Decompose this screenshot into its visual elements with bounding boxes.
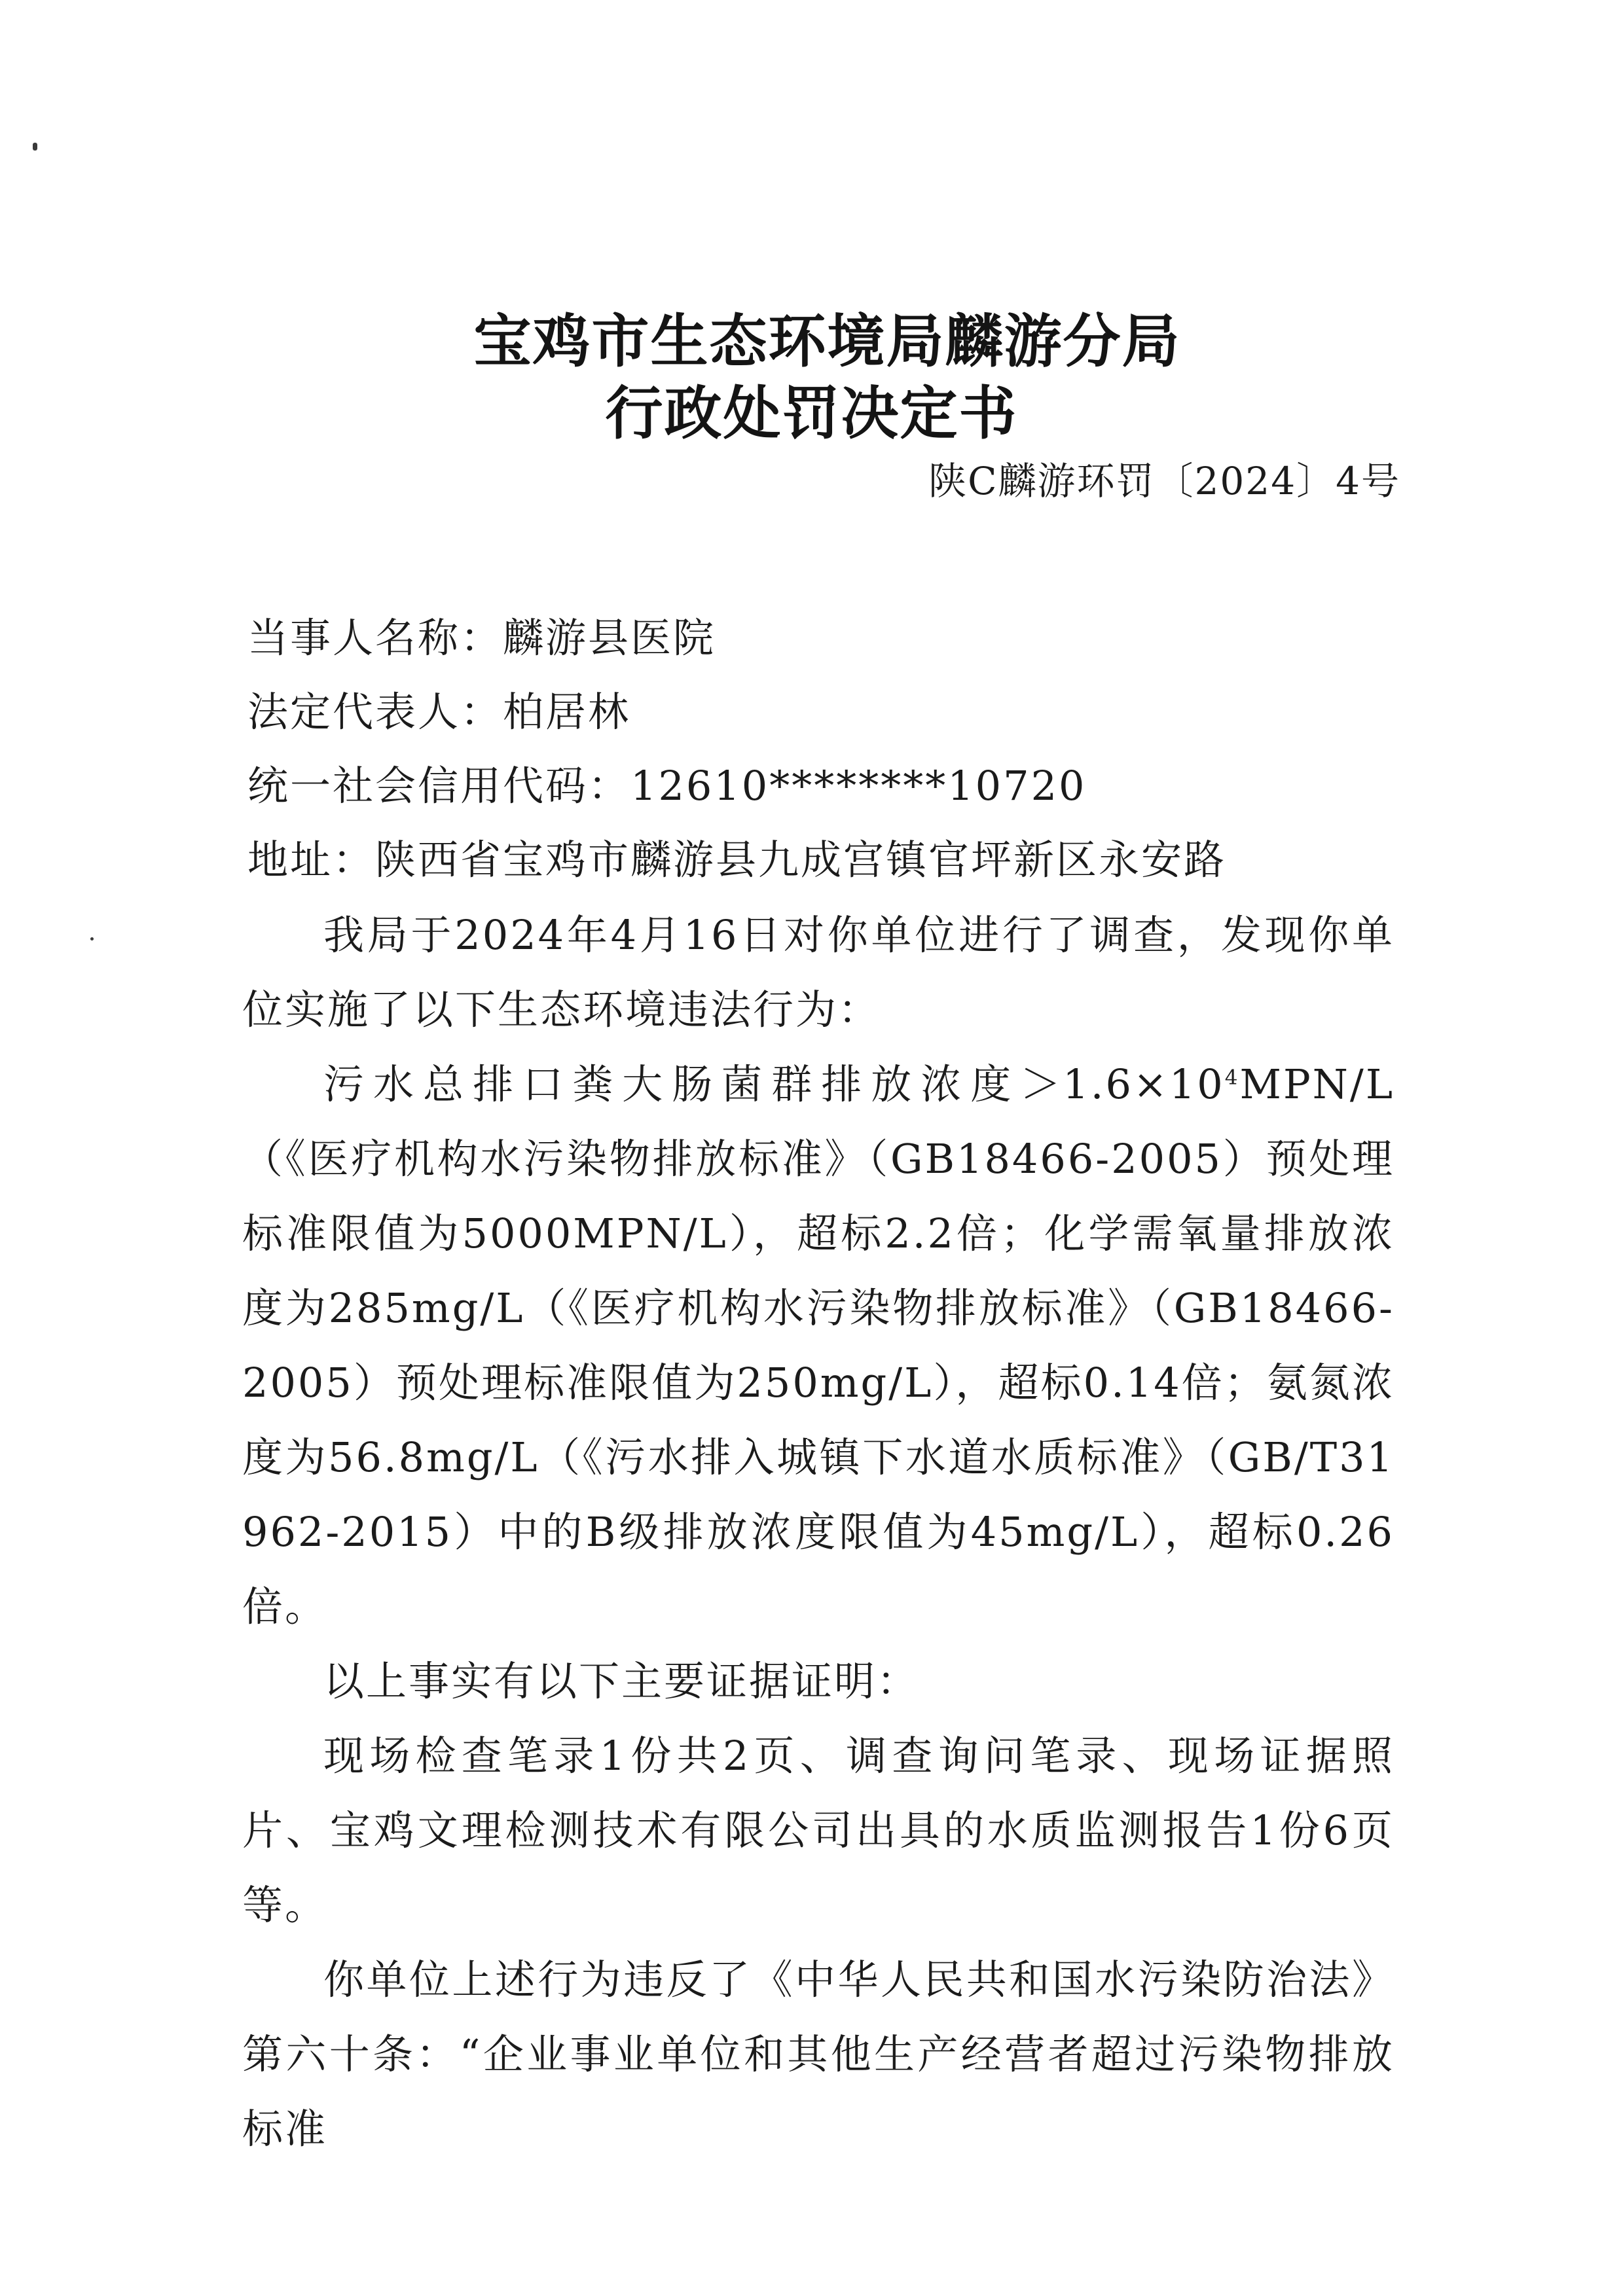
document-title-line1: 宝鸡市生态环境局麟游分局: [473, 308, 1181, 375]
investigation-paragraph: 我局于2024年4月16日对你单位进行了调查，发现你单位实施了以下生态环境违法行为：: [242, 911, 1395, 1033]
party-name: 当事人名称：麟游县医院: [247, 614, 716, 662]
violation-text-rest: MPN/L（《医疗机构水污染物排放标准》（GB18466-2005）预处理标准限值为5000MPN/L），超标2.2倍；化学需氧量排放浓度为285mg/L（《医疗机构水污染物排放标准》（GB18466-2005）预处理标准限值为250mg/L），超标0.14倍；氨氮浓度为56.8mg/L（《污水排入城镇下水道水质标准》（GB/T31962-2015）中的B级排放浓度限值为45mg/L），超标0.26倍。: [242, 1060, 1395, 1630]
scan-speck: [90, 937, 94, 941]
credit-code: 统一社会信用代码：12610********10720: [247, 762, 1087, 810]
address: 地址：陕西省宝鸡市麟游县九成宫镇官坪新区永安路: [247, 836, 1227, 884]
evidence-list-paragraph: 现场检查笔录1份共2页、调查询问笔录、现场证据照片、宝鸡文理检测技术有限公司出具的水质监测报告1份6页等。: [242, 1732, 1395, 1929]
decision-body: [242, 898, 1395, 2166]
violation-text-start: 污水总排口粪大肠菌群排放浓度＞1.6×10: [323, 1060, 1225, 1108]
scan-speck: [33, 143, 37, 151]
exponent: 4: [1224, 1066, 1240, 1090]
legal-basis-paragraph: 你单位上述行为违反了《中华人民共和国水污染防治法》第六十条：“企业事业单位和其他生产经营者超过污染物排放标准: [242, 1956, 1395, 2153]
legal-representative: 法定代表人：柏居林: [247, 688, 631, 736]
violation-paragraph: [242, 1047, 1395, 1644]
document-number: 陕C麟游环罚〔2024〕4号: [928, 459, 1400, 503]
document-title-line2: 行政处罚决定书: [605, 380, 1018, 447]
evidence-intro-paragraph: 以上事实有以下主要证据证明：: [323, 1657, 920, 1705]
